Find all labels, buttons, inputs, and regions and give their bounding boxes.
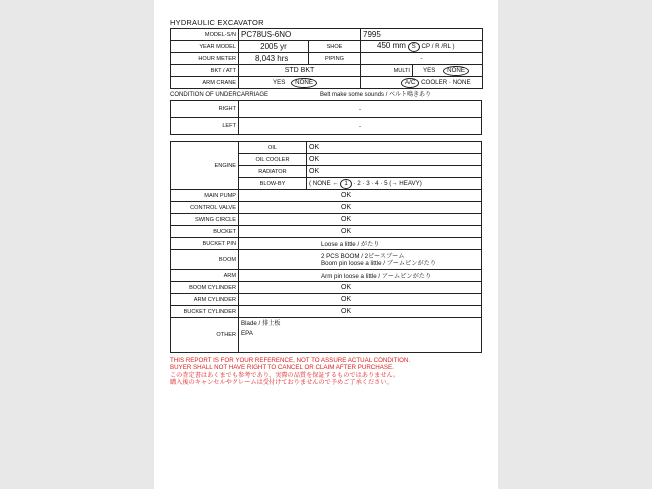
other-label: OTHER [171, 318, 239, 353]
bucket-value: OK [239, 226, 482, 238]
control-valve-label: CONTROL VALVE [171, 202, 239, 214]
multi-yes: YES [423, 66, 436, 74]
cooler-options [361, 77, 483, 89]
main-pump-value: OK [239, 190, 482, 202]
boom-value-line2: Boom pin loose a little / ブームピンがたり [321, 260, 437, 267]
blowby-selected: 1 [340, 179, 351, 189]
right-label: RIGHT [171, 101, 239, 118]
swing-circle-label: SWING CIRCLE [171, 214, 239, 226]
left-value: - [239, 118, 482, 135]
arm-label: ARM [171, 270, 239, 282]
blowby-label: BLOW-BY [239, 178, 307, 190]
radiator-label: RADIATOR [239, 166, 307, 178]
arm-crane-yes: YES [273, 78, 286, 86]
other-value-line2: EPA [241, 330, 253, 337]
radiator-value: OK [307, 166, 482, 178]
arm-value: Arm pin loose a little / アームピンがたり [239, 270, 482, 282]
components-table [170, 141, 482, 353]
boom-cylinder-label: BOOM CYLINDER [171, 282, 239, 294]
boom-cylinder-row [171, 282, 482, 294]
arm-row [171, 270, 482, 282]
right-row [171, 101, 482, 118]
blowby-suffix: · 2 · 3 · 4 · 5 (→ HEAVY) [353, 179, 422, 187]
shoe-value: 450 mm [377, 41, 406, 50]
other-value [239, 318, 482, 353]
serial-value: 7995 [361, 29, 483, 41]
header-table [170, 28, 483, 89]
model-label: MODEL-S/N [171, 29, 239, 41]
other-row [171, 318, 482, 353]
bucket-pin-row [171, 238, 482, 250]
bucket-cylinder-value: OK [239, 306, 482, 318]
bkt-value: STD BKT [239, 65, 361, 77]
year-value: 2005 yr [239, 41, 309, 53]
left-row [171, 118, 482, 135]
blowby-prefix: ( NONE ← [309, 179, 339, 187]
blowby-scale [307, 178, 482, 190]
left-label: LEFT [171, 118, 239, 135]
model-value: PC78US-6NO [239, 29, 361, 41]
boom-value [239, 250, 482, 270]
piping-label: PIPING [309, 53, 361, 65]
arm-cylinder-value: OK [239, 294, 482, 306]
multi-label: MULTI [361, 65, 413, 77]
disclaimer-line3: この査定書はあくまでも参考であり、実際の品質を保証するものではありません。 [170, 371, 400, 379]
swing-circle-row [171, 214, 482, 226]
undercarriage-table [170, 100, 482, 135]
disclaimer-line4: 購入後のキャンセルやクレームは受付けておりませんので予めご了承ください。 [170, 379, 393, 387]
piping-value: - [361, 53, 483, 65]
arm-crane-none: NONE [291, 78, 317, 88]
boom-cylinder-value: OK [239, 282, 482, 294]
oil-row [171, 142, 482, 154]
swing-circle-value: OK [239, 214, 482, 226]
bucket-cylinder-row [171, 306, 482, 318]
bkt-row [171, 65, 483, 77]
undercarriage-label: CONDITION OF UNDERCARRIAGE [170, 92, 269, 98]
model-row [171, 29, 483, 41]
disclaimer-line2: BUYER SHALL NOT HAVE RIGHT TO CANCEL OR CLAIM AFTER PURCHASE. [170, 364, 394, 372]
control-valve-row [171, 202, 482, 214]
shoe-label: SHOE [309, 41, 361, 53]
oil-cooler-value: OK [307, 154, 482, 166]
bkt-label: BKT / ATT [171, 65, 239, 77]
oil-value: OK [307, 142, 482, 154]
main-pump-label: MAIN PUMP [171, 190, 239, 202]
boom-label: BOOM [171, 250, 239, 270]
year-label: YEAR MODEL [171, 41, 239, 53]
bucket-label: BUCKET [171, 226, 239, 238]
year-row [171, 41, 483, 53]
engine-label: ENGINE [171, 142, 239, 190]
bucket-pin-value: Loose a little / がたり [239, 238, 482, 250]
multi-options [413, 65, 483, 77]
inspection-report [170, 18, 482, 387]
arm-crane-label: ARM CRANE [171, 77, 239, 89]
hour-row [171, 53, 483, 65]
arm-crane-row [171, 77, 483, 89]
undercarriage-heading [170, 92, 482, 100]
multi-none: NONE [443, 66, 469, 76]
oil-label: OIL [239, 142, 307, 154]
shoe-selected: S [408, 42, 420, 52]
right-value: - [239, 101, 482, 118]
report-title: HYDRAULIC EXCAVATOR [170, 18, 264, 27]
hour-value: 8,043 hrs [239, 53, 309, 65]
shoe-options: CP / R /RL ) [421, 43, 455, 50]
control-valve-value: OK [239, 202, 482, 214]
bucket-pin-label: BUCKET PIN [171, 238, 239, 250]
document-page [154, 0, 498, 489]
shoe-cell [361, 41, 483, 53]
bucket-cylinder-label: BUCKET CYLINDER [171, 306, 239, 318]
hour-label: HOUR METER [171, 53, 239, 65]
arm-cylinder-row [171, 294, 482, 306]
undercarriage-note: Belt make some sounds / ベルト鳴きあり [320, 92, 432, 98]
cooler-rest: COOLER · NONE [421, 78, 471, 86]
other-value-line1: Blade / 排土板 [241, 320, 281, 327]
disclaimer-line1: THIS REPORT IS FOR YOUR REFERENCE, NOT TO ASSURE ACTUAL CONDITION. [170, 357, 411, 364]
arm-crane-options [239, 77, 361, 89]
disclaimer [170, 357, 482, 387]
bucket-row [171, 226, 482, 238]
cooler-ac: A/C [401, 78, 419, 88]
boom-row [171, 250, 482, 270]
arm-cylinder-label: ARM CYLINDER [171, 294, 239, 306]
main-pump-row [171, 190, 482, 202]
boom-value-line1: 2 PCS BOOM / 2ピースブーム [321, 253, 405, 260]
oil-cooler-label: OIL COOLER [239, 154, 307, 166]
